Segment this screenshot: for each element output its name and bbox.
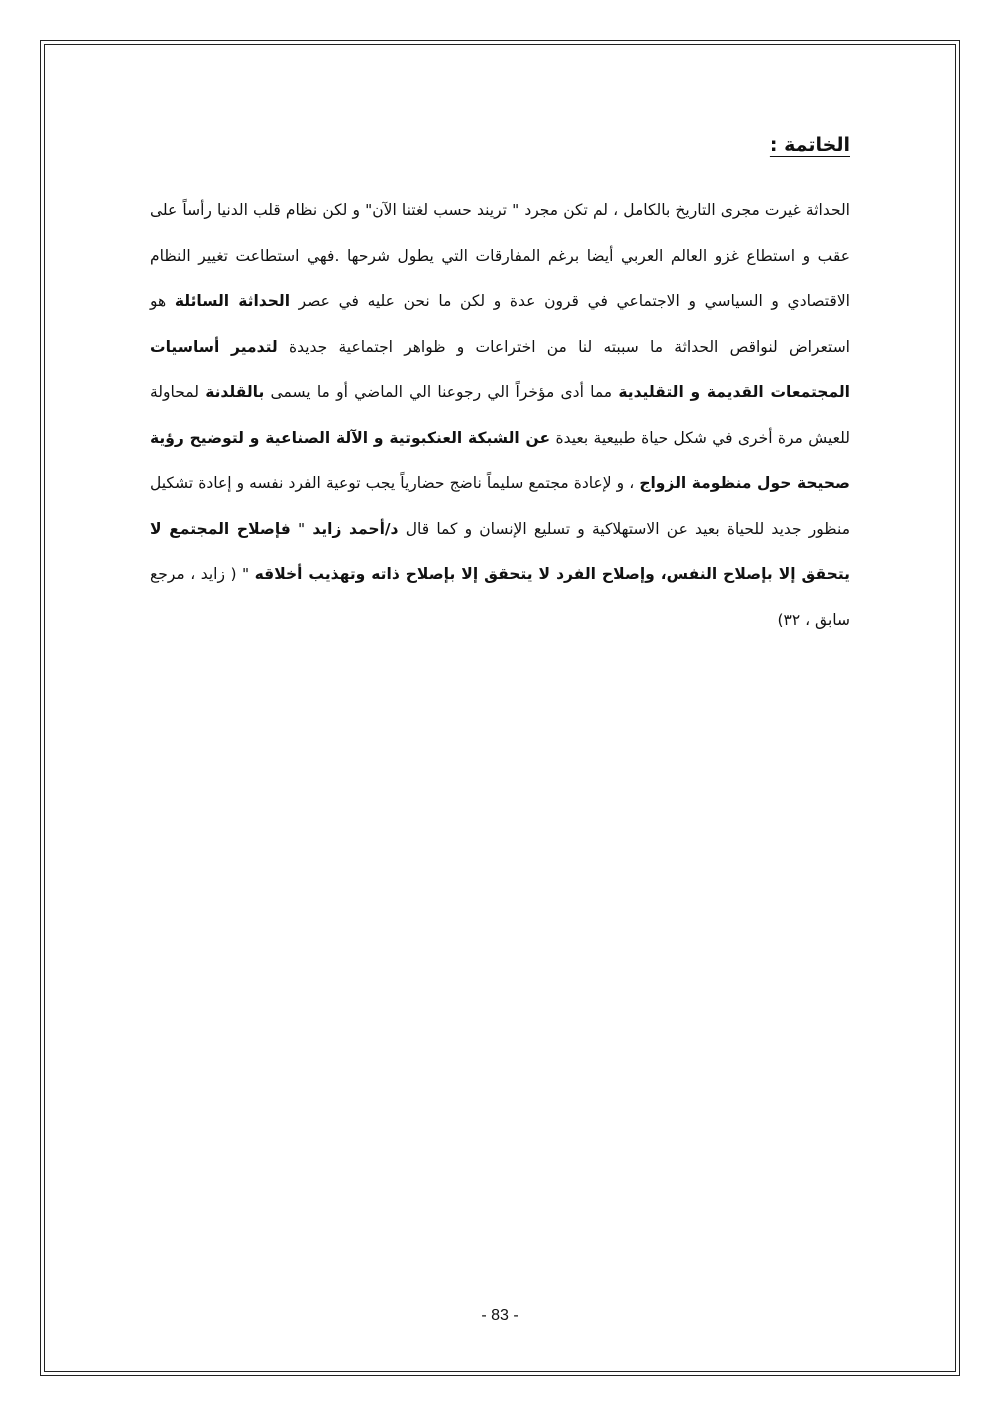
text-segment: هو استعراض لنواقص الحداثة ما سببته لنا من اختراعات و ظواهر اجتماعية جديدة [150,292,850,356]
text-segment: " [290,519,313,538]
text-segment: لمحاولة للعيش مرة أخرى في شكل حياة طبيعية بعيدة [150,383,850,447]
text-segment: ، و لإعادة مجتمع سليماً ناضج حضارياً يجب توعية الفرد نفسه و إعادة تشكيل منظور جديد للحياة بعيد عن الاستهلاكية و تسليع الإنسان و كما قال [150,474,850,538]
bold-text-segment: د/أحمد زايد [312,519,399,538]
page-number: - 83 - [481,1307,519,1324]
bold-text-segment: عن الشبكة العنكبوتية و الآلة الصناعية و لتوضيح رؤية صحيحة حول منظومة الزواج [150,428,850,492]
conclusion-heading: الخاتمة : [769,134,850,156]
bold-text-segment: الحداثة السائلة [174,292,291,310]
conclusion-paragraph [150,188,850,643]
text-segment: مما أدى مؤخراً الي رجوعنا الي الماضي أو ما يسمى [264,383,619,401]
bold-text-segment: بالقلدنة [205,383,265,401]
text-segment: الحداثة غيرت مجرى التاريخ بالكامل ، لم تكن مجرد " تريند حسب لغتنا الآن" و لكن نظام قلب الدنيا رأساً على عقب و استطاع غزو العالم العربي أيضا برغم المفارقات التي يطول شرحها .فهي استطاعت تغيير النظام الاقتصادي و السياسي و الاجتماعي في قرون عدة و لكن ما نحن عليه في عصر [150,201,850,310]
document-content [150,128,850,643]
bold-text-segment: لتدمير أساسيات المجتمعات القديمة و التقليدية [150,337,850,401]
bold-text-segment: فإصلاح المجتمع لا يتحقق إلا بإصلاح النفس، وإصلاح الفرد لا يتحقق إلا بإصلاح ذاته وتهذيب أخلاقه [150,519,850,583]
text-segment: " ( زايد ، مرجع سابق ، ٣٢) [150,565,850,629]
